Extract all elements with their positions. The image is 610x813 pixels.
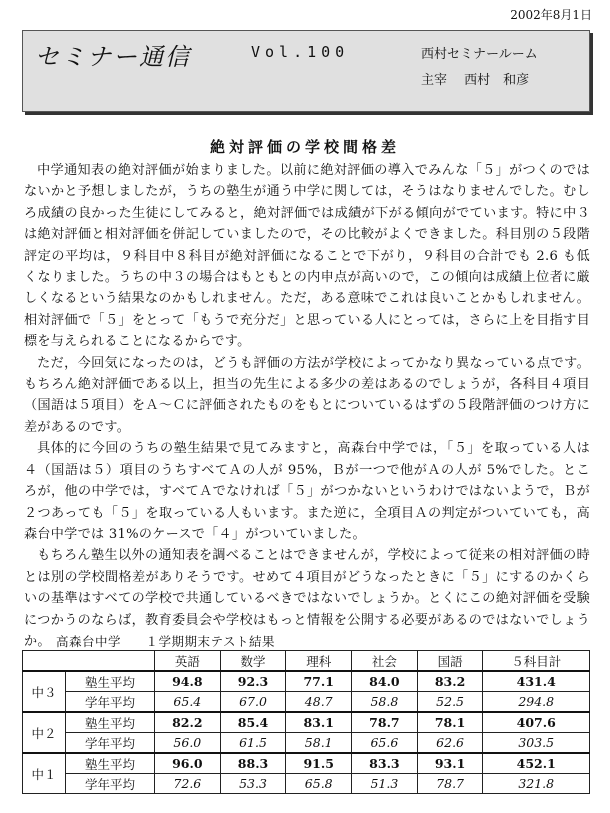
score-cell: 77.1 bbox=[286, 671, 352, 692]
volume-number: Vol.100 bbox=[251, 43, 350, 61]
score-cell: 78.7 bbox=[417, 774, 483, 794]
score-cell: 83.2 bbox=[417, 671, 483, 692]
newsletter-header bbox=[22, 30, 590, 112]
total-cell: 407.6 bbox=[483, 712, 590, 733]
score-cell: 53.3 bbox=[220, 774, 286, 794]
score-cell: 65.4 bbox=[155, 692, 221, 713]
total-cell: 431.4 bbox=[483, 671, 590, 692]
table-row bbox=[23, 774, 590, 794]
header-row bbox=[23, 651, 590, 672]
row-label: 塾生平均 bbox=[66, 671, 155, 692]
paragraph: 中学通知表の絶対評価が始まりました。以前に絶対評価の導入でみんな「５」がつくのではないかと予想しましたが，うちの塾生が通う中学に関しては，そうはなりませんでした。むしろ成績の良かった生徒にしてみると，絶対評価では成績が下がる傾向がでています。特に中３は絶対評価と相対評価を併記していましたので，その比較がよくできました。科目別の５段階評定の平均は，９科目中８科目が絶対評価になることで下がり，９科目の合計でも 2.6 も低くなりました。うちの中３の場合はもともとの内申点が高いので，この傾向は成績上位者に厳しくなるという結果なのかもしれません。ただ，ある意味でこれは良いことかもしれません。相対評価で「５」をとって「もうで充分だ」と思っている人にとっては，さらに上を目指す目標を与えられることになるからです。 bbox=[24, 163, 590, 350]
paragraph: 具体的に今回のうちの塾生結果で見てみますと，高森台中学では，「５」を取っている人は４（国語は５）項目のうちすべてＡの人が 95%，Ｂが一つで他がＡの人が 5%でした。ところが，他の中学では，すべてＡでなければ「５」がつかないというわけではないようで，Ｂが２つあっても「５」を取っている人もいます。また逆に，全項目Ａの判定がついていても，高森台中学では 31%のケースで「４」がついていました。 bbox=[24, 441, 590, 542]
score-cell: 58.8 bbox=[352, 692, 418, 713]
issue-date: 2002年8月1日 bbox=[510, 8, 592, 22]
author-role: 主宰 bbox=[421, 73, 448, 88]
article-body bbox=[24, 160, 590, 652]
score-cell: 92.3 bbox=[220, 671, 286, 692]
score-cell: 88.3 bbox=[220, 753, 286, 774]
corner-cell bbox=[23, 651, 155, 672]
author-name: 西村 和彦 bbox=[464, 73, 530, 88]
table-row bbox=[23, 671, 590, 692]
score-cell: 82.2 bbox=[155, 712, 221, 733]
row-label: 学年平均 bbox=[66, 774, 155, 794]
table-row bbox=[23, 692, 590, 713]
score-cell: 78.7 bbox=[352, 712, 418, 733]
score-cell: 91.5 bbox=[286, 753, 352, 774]
score-cell: 67.0 bbox=[220, 692, 286, 713]
score-cell: 85.4 bbox=[220, 712, 286, 733]
score-cell: 61.5 bbox=[220, 733, 286, 754]
grade-cell: 中３ bbox=[23, 671, 66, 712]
column-header: 英語 bbox=[155, 651, 221, 672]
paragraph: ただ，今回気になったのは，どうも評価の方法が学校によってかなり異なっている点です。もちろん絶対評価である以上，担当の先生による多少の差はあるのでしょうが，各科目４項目（国語は５項目）をＡ～Ｃに評価されたものをもとについているはずの５段階評価のつけ方に差があるのです。 bbox=[24, 355, 590, 435]
organization-name: 西村セミナールーム bbox=[421, 47, 538, 62]
score-cell: 93.1 bbox=[417, 753, 483, 774]
score-cell: 94.8 bbox=[155, 671, 221, 692]
caption-text: １学期期末テスト結果 bbox=[145, 634, 276, 649]
column-header: 数学 bbox=[220, 651, 286, 672]
score-cell: 96.0 bbox=[155, 753, 221, 774]
column-header: ５科目計 bbox=[483, 651, 590, 672]
table-row bbox=[23, 753, 590, 774]
total-cell: 303.5 bbox=[483, 733, 590, 754]
score-cell: 52.5 bbox=[417, 692, 483, 713]
newsletter-title: セミナー通信 bbox=[35, 43, 191, 71]
score-cell: 72.6 bbox=[155, 774, 221, 794]
grade-cell: 中２ bbox=[23, 712, 66, 753]
total-cell: 321.8 bbox=[483, 774, 590, 794]
row-label: 塾生平均 bbox=[66, 712, 155, 733]
score-cell: 58.1 bbox=[286, 733, 352, 754]
row-label: 学年平均 bbox=[66, 733, 155, 754]
score-cell: 78.1 bbox=[417, 712, 483, 733]
total-cell: 452.1 bbox=[483, 753, 590, 774]
paragraph: もちろん塾生以外の通知表を調べることはできませんが，学校によって従来の相対評価の時とは別の学校間格差がありそうです。せめて４項目がどうなったときに「５」にするのかくらいの基準はすべての学校で共通しているべきではないでしょうか。とくにこの絶対評価を受験につかうのならば，教育委員会や学校はもっと情報を公開する必要があるのではないでしょうか。 bbox=[24, 548, 590, 649]
article-title: 絶対評価の学校間格差 bbox=[209, 138, 400, 156]
score-cell: 56.0 bbox=[155, 733, 221, 754]
score-cell: 51.3 bbox=[352, 774, 418, 794]
score-cell: 65.6 bbox=[352, 733, 418, 754]
results-table bbox=[22, 650, 590, 794]
score-cell: 48.7 bbox=[286, 692, 352, 713]
table-caption bbox=[56, 632, 295, 650]
total-cell: 294.8 bbox=[483, 692, 590, 713]
column-header: 理科 bbox=[286, 651, 352, 672]
table-row bbox=[23, 712, 590, 733]
school-name: 高森台中学 bbox=[56, 634, 122, 649]
score-cell: 83.1 bbox=[286, 712, 352, 733]
score-cell: 65.8 bbox=[286, 774, 352, 794]
score-cell: 62.6 bbox=[417, 733, 483, 754]
author-line bbox=[421, 69, 529, 88]
grade-cell: 中１ bbox=[23, 753, 66, 794]
column-header: 国語 bbox=[417, 651, 483, 672]
row-label: 学年平均 bbox=[66, 692, 155, 713]
row-label: 塾生平均 bbox=[66, 753, 155, 774]
score-cell: 84.0 bbox=[352, 671, 418, 692]
score-cell: 83.3 bbox=[352, 753, 418, 774]
table-row bbox=[23, 733, 590, 754]
column-header: 社会 bbox=[352, 651, 418, 672]
